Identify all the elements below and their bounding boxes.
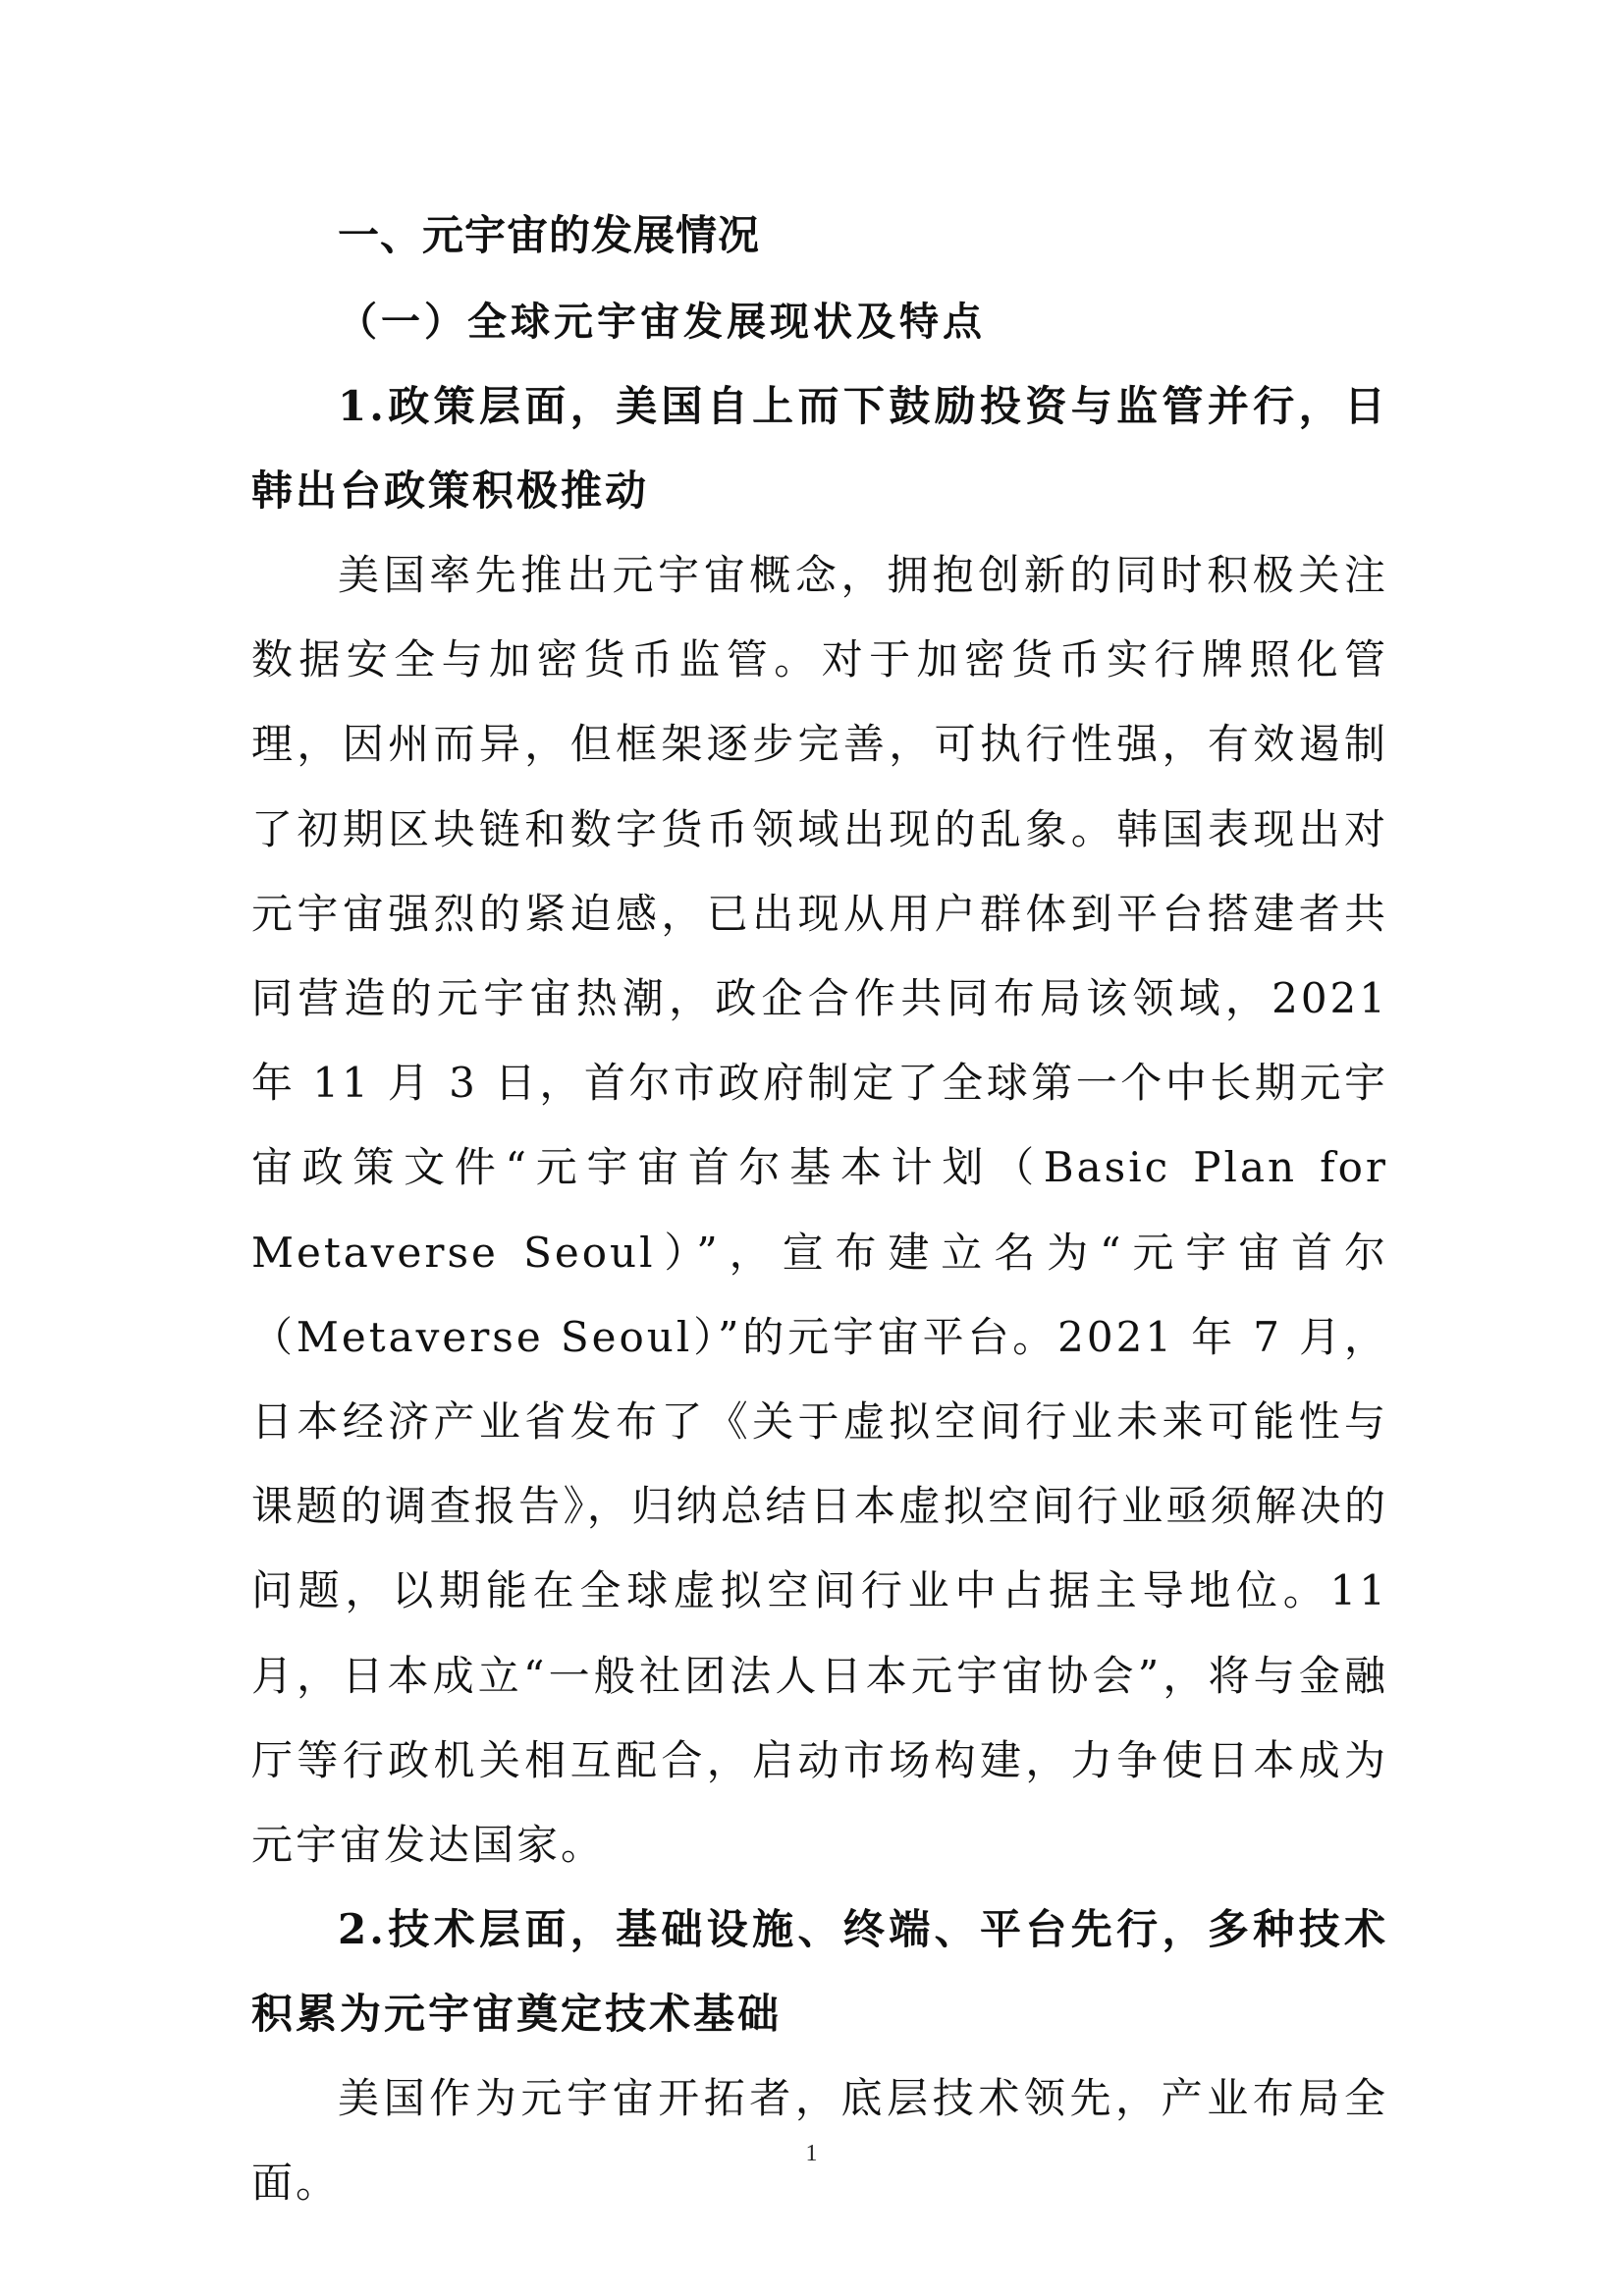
subsection-heading-policy: 1.政策层面，美国自上而下鼓励投资与监管并行，日韩出台政策积极推动: [251, 382, 1388, 515]
document-body: [251, 191, 1388, 2226]
subsection-heading-technology: 2.技术层面，基础设施、终端、平台先行，多种技术积累为元宇宙奠定技术基础: [251, 1905, 1388, 2039]
page-number: 1: [805, 2141, 818, 2166]
paragraph-technology: 美国作为元宇宙开拓者，底层技术领先，产业布局全面。: [251, 2074, 1388, 2208]
paragraph-policy: 美国率先推出元宇宙概念，拥抱创新的同时积极关注数据安全与加密货币监管。对于加密货币实行牌照化管理，因州而异，但框架逐步完善，可执行性强，有效遏制了初期区块链和数字货币领域出现的乱象。韩国表现出对元宇宙强烈的紧迫感，已出现从用户群体到平台搭建者共同营造的元宇宙热潮，政企合作共同布局该领域，2021 年 11 月 3 日，首尔市政府制定了全球第一个中长期元宇宙政策文件“元宇宙首尔基本计划（Basic Plan for Metaverse Seoul）”，宣布建立名为“元宇宙首尔（Metaverse Seoul）”的元宇宙平台。2021 年 7 月，日本经济产业省发布了《关于虚拟空间行业未来可能性与课题的调查报告》，归纳总结日本虚拟空间行业亟须解决的问题，以期能在全球虚拟空间行业中占据主导地位。11 月，日本成立“一般社团法人日本元宇宙协会”，将与金融厅等行政机关相互配合，启动市场构建，力争使日本成为元宇宙发达国家。: [251, 551, 1388, 1870]
section-heading: （一）全球元宇宙发展现状及特点: [338, 299, 986, 345]
chapter-heading: 一、元宇宙的发展情况: [338, 211, 761, 259]
